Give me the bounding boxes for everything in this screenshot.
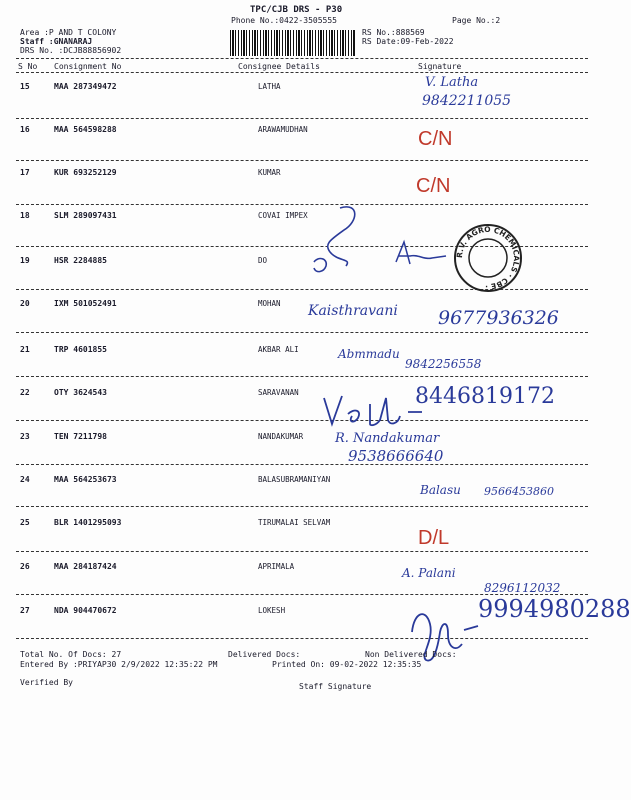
row-sno: 23 bbox=[20, 432, 30, 441]
table-row bbox=[0, 345, 600, 389]
row-sno: 15 bbox=[20, 82, 30, 91]
row-divider bbox=[16, 118, 588, 119]
row-divider bbox=[16, 638, 588, 639]
row-sno: 18 bbox=[20, 211, 30, 220]
row-divider bbox=[16, 160, 588, 161]
row-sno: 17 bbox=[20, 168, 30, 177]
row-consignee: ARAWAMUDHAN bbox=[258, 125, 308, 134]
row-divider bbox=[16, 464, 588, 465]
col-consignment: Consignment No bbox=[54, 62, 122, 71]
drs-number: DRS No. :DCJB88856902 bbox=[20, 46, 122, 55]
verified-by: Verified By bbox=[20, 678, 73, 687]
row-consignee: AKBAR ALI bbox=[258, 345, 299, 354]
phone-r22: 8446819172 bbox=[415, 384, 555, 409]
row-sno: 26 bbox=[20, 562, 30, 571]
row-consignment: MAA 284187424 bbox=[54, 562, 117, 571]
stamp-text: R.V. AGRO CHEMICALS · CBE · bbox=[454, 224, 522, 292]
row-sno: 19 bbox=[20, 256, 30, 265]
phone-r24: 9566453860 bbox=[484, 485, 554, 498]
row-sno: 20 bbox=[20, 299, 30, 308]
row-consignee: NANDAKUMAR bbox=[258, 432, 304, 441]
row-consignment: SLM 289097431 bbox=[54, 211, 117, 220]
page-number: Page No.:2 bbox=[452, 16, 501, 25]
phone-r27: 9994980288 bbox=[478, 595, 631, 623]
phone-r23: 9538666640 bbox=[348, 447, 444, 465]
table-row bbox=[0, 518, 600, 562]
row-sno: 25 bbox=[20, 518, 30, 527]
row-sno: 27 bbox=[20, 606, 30, 615]
area-label: Area :P AND T COLONY bbox=[20, 28, 117, 37]
signature-r18-r19 bbox=[300, 200, 460, 280]
col-consignee: Consignee Details bbox=[238, 62, 320, 71]
total-docs: Total No. Of Docs: 27 bbox=[20, 650, 122, 659]
row-sno: 16 bbox=[20, 125, 30, 134]
printed-on: Printed On: 09-02-2022 12:35:35 bbox=[272, 660, 422, 669]
signature-r21: Abmmadu bbox=[338, 347, 400, 361]
col-signature: Signature bbox=[418, 62, 462, 71]
row-consignment: BLR 1401295093 bbox=[54, 518, 122, 527]
header-divider bbox=[16, 72, 588, 73]
row-consignee: TIRUMALAI SELVAM bbox=[258, 518, 331, 527]
non-delivered-docs: Non Delivered Docs: bbox=[365, 650, 457, 659]
row-divider bbox=[16, 420, 588, 421]
delivered-docs: Delivered Docs: bbox=[228, 650, 301, 659]
header-divider bbox=[16, 58, 588, 59]
phone-r20: 9677936326 bbox=[438, 307, 559, 329]
company-stamp bbox=[452, 222, 524, 294]
row-consignment: NDA 904470672 bbox=[54, 606, 117, 615]
row-consignment: HSR 2284885 bbox=[54, 256, 107, 265]
row-consignment: MAA 287349472 bbox=[54, 82, 117, 91]
phone-r26: 8296112032 bbox=[484, 581, 561, 595]
row-consignee: SARAVANAN bbox=[258, 388, 299, 397]
signature-r23: R. Nandakumar bbox=[335, 431, 440, 446]
phone-r15: 9842211055 bbox=[422, 93, 512, 109]
phone-r21: 9842256558 bbox=[405, 357, 482, 371]
row-sno: 24 bbox=[20, 475, 30, 484]
dl-mark-r25: D/L bbox=[418, 527, 450, 549]
signature-r22 bbox=[318, 390, 428, 430]
row-consignment: OTY 3624543 bbox=[54, 388, 107, 397]
rs-number: RS No.:888569 bbox=[362, 28, 425, 37]
rs-date: RS Date:09-Feb-2022 bbox=[362, 37, 454, 46]
row-consignment: TRP 4601855 bbox=[54, 345, 107, 354]
row-consignment: IXM 501052491 bbox=[54, 299, 117, 308]
signature-r20: Kaisthravani bbox=[308, 303, 398, 319]
cn-mark-r17: C/N bbox=[416, 175, 451, 197]
row-consignee: BALASUBRAMANIYAN bbox=[258, 475, 331, 484]
row-consignee: COVAI IMPEX bbox=[258, 211, 308, 220]
row-sno: 22 bbox=[20, 388, 30, 397]
signature-r26: A. Palani bbox=[402, 566, 456, 580]
row-divider bbox=[16, 551, 588, 552]
col-sno: S No bbox=[18, 62, 38, 71]
row-consignment: KUR 693252129 bbox=[54, 168, 117, 177]
row-consignee: DO bbox=[258, 256, 268, 265]
row-consignee: LATHA bbox=[258, 82, 281, 91]
row-consignment: MAA 564598288 bbox=[54, 125, 117, 134]
row-consignment: TEN 7211798 bbox=[54, 432, 107, 441]
staff-label: Staff :GNANARAJ bbox=[20, 37, 93, 46]
row-consignee: LOKESH bbox=[258, 606, 286, 615]
staff-signature: Staff Signature bbox=[299, 682, 372, 691]
row-consignee: KUMAR bbox=[258, 168, 281, 177]
barcode bbox=[230, 30, 355, 56]
table-row bbox=[0, 432, 600, 476]
row-divider bbox=[16, 376, 588, 377]
row-consignee: MOHAN bbox=[258, 299, 281, 308]
row-divider bbox=[16, 332, 588, 333]
entered-by: Entered By :PRIYAP30 2/9/2022 12:35:22 PM bbox=[20, 660, 218, 669]
table-row bbox=[0, 125, 600, 169]
signature-r15: V. Latha bbox=[425, 75, 479, 90]
row-consignment: MAA 564253673 bbox=[54, 475, 117, 484]
phone-number: Phone No.:0422-3505555 bbox=[231, 16, 337, 25]
row-sno: 21 bbox=[20, 345, 30, 354]
row-consignee: APRIMALA bbox=[258, 562, 295, 571]
signature-r24: Balasu bbox=[420, 483, 461, 497]
row-divider bbox=[16, 506, 588, 507]
cn-mark-r16: C/N bbox=[418, 128, 453, 150]
doc-title: TPC/CJB DRS - P30 bbox=[250, 5, 343, 15]
